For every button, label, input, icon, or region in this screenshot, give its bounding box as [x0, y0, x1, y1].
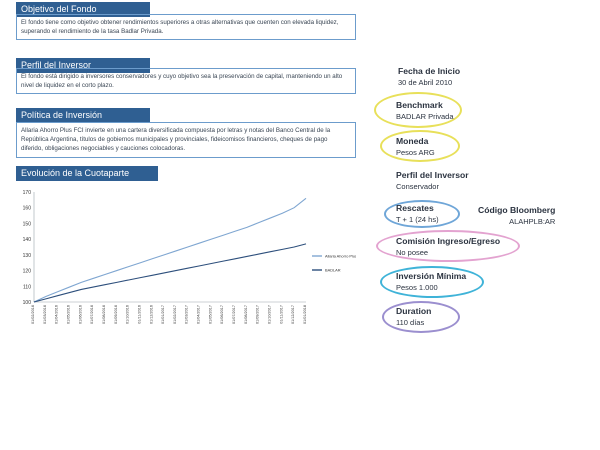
x-tick-label: 01/12/2017	[291, 305, 296, 325]
legend-label: BADLAR	[325, 267, 341, 273]
x-tick-label: 01/10/2016	[125, 305, 130, 325]
benchmark	[396, 100, 454, 121]
codigo-bloomberg	[478, 205, 555, 226]
fecha-inicio-value: 30 de Abril 2010	[398, 78, 453, 87]
x-tick-label: 01/01/2017	[161, 305, 166, 325]
x-tick-label: 01/08/2017	[243, 305, 248, 325]
x-tick-label: 01/09/2016	[113, 305, 118, 325]
politica-box	[16, 122, 356, 158]
x-tick-label: 01/03/2016	[42, 305, 47, 325]
y-tick-label: 110	[23, 284, 31, 291]
inversion-title: Inversión Mínima	[396, 271, 467, 281]
perfil-inversor-title: Perfil del Inversor	[396, 170, 469, 180]
x-tick-label: 01/11/2016	[137, 305, 142, 324]
perfil-box	[16, 68, 356, 94]
politica-title: Política de Inversión	[21, 110, 103, 120]
cuotaparte-chart	[16, 184, 356, 344]
evolucion-title: Evolución de la Cuotaparte	[21, 168, 130, 178]
x-tick-label: 01/03/2017	[184, 305, 189, 325]
politica-text: Allaria Ahorro Plus FCI invierte en una cartera diversificada compuesta por letras y notas del Banco Central de la República Argentina, títulos de gobiernos municipales y provinciales, fideicomisos financieros, cheques de pago diferido, obligaciones negociables y cauciones colocadoras.	[21, 127, 331, 152]
duration	[396, 306, 431, 327]
objetivo-box	[16, 14, 356, 40]
codigo-title: Código Bloomberg	[478, 205, 556, 215]
x-tick-label: 01/10/2017	[267, 305, 272, 325]
rescates	[396, 203, 439, 224]
objetivo-title: Objetivo del Fondo	[21, 4, 97, 14]
x-tick-label: 01/07/2016	[90, 305, 95, 325]
politica-header	[16, 108, 150, 123]
inversion-value: Pesos 1.000	[396, 283, 438, 292]
y-tick-label: 150	[22, 221, 31, 228]
series-line	[34, 198, 306, 302]
objetivo-text: El fondo tiene como objetivo obtener rendimientos superiores a otras alternativas que cuenten con elevada liquidez, superando el rendimiento de la tasa Badlar Privada.	[21, 19, 339, 35]
rescates-value: T + 1 (24 hs)	[396, 215, 439, 224]
y-tick-label: 130	[22, 252, 31, 259]
x-tick-label: 01/01/2018	[303, 305, 307, 325]
x-tick-label: 01/08/2016	[101, 305, 106, 325]
perfil-inversor	[396, 170, 469, 191]
x-tick-label: 01/11/2017	[279, 305, 284, 324]
x-tick-label: 01/02/2016	[31, 305, 35, 325]
comision-value: No posee	[396, 248, 429, 257]
moneda-title: Moneda	[396, 136, 429, 146]
y-tick-label: 170	[22, 190, 31, 196]
x-tick-label: 01/06/2017	[220, 305, 225, 325]
x-tick-label: 01/12/2016	[149, 305, 154, 325]
rescates-title: Rescates	[396, 203, 434, 213]
x-tick-label: 01/09/2017	[255, 305, 260, 325]
chart-svg	[16, 184, 356, 344]
evolucion-header	[16, 166, 158, 181]
x-tick-label: 01/07/2017	[232, 305, 237, 325]
y-tick-label: 100	[22, 300, 31, 306]
duration-value: 110 días	[396, 318, 425, 327]
moneda-value: Pesos ARG	[396, 148, 435, 157]
perfil-title: Perfil del Inversor	[21, 60, 92, 70]
inversion	[396, 271, 466, 292]
codigo-value: ALAHPLB:AR	[509, 217, 556, 226]
x-tick-label: 01/04/2017	[196, 305, 201, 325]
moneda	[396, 136, 435, 157]
benchmark-title: Benchmark	[396, 100, 443, 110]
fecha-inicio	[398, 66, 460, 87]
duration-title: Duration	[396, 306, 432, 316]
perfil-inversor-value: Conservador	[396, 182, 439, 191]
x-tick-label: 01/05/2016	[66, 305, 71, 325]
fecha-inicio-title: Fecha de Inicio	[398, 66, 461, 76]
comision-title: Comisión Ingreso/Egreso	[396, 236, 501, 246]
y-tick-label: 160	[22, 205, 31, 212]
x-tick-label: 01/04/2016	[54, 305, 59, 325]
x-tick-label: 01/06/2016	[78, 305, 83, 325]
comision	[396, 236, 500, 257]
y-tick-label: 120	[22, 268, 31, 275]
y-tick-label: 140	[22, 237, 31, 244]
legend-label: Allaria Ahorro Plus	[325, 253, 356, 259]
x-tick-label: 01/05/2017	[208, 305, 213, 325]
x-tick-label: 01/02/2017	[172, 305, 177, 325]
benchmark-value: BADLAR Privada	[396, 112, 454, 121]
perfil-text: El fondo está dirigido a inversores conservadores y cuyo objetivo sea la preservación de capital, manteniendo un alto nivel de liquidez en el corto plazo.	[21, 73, 343, 89]
